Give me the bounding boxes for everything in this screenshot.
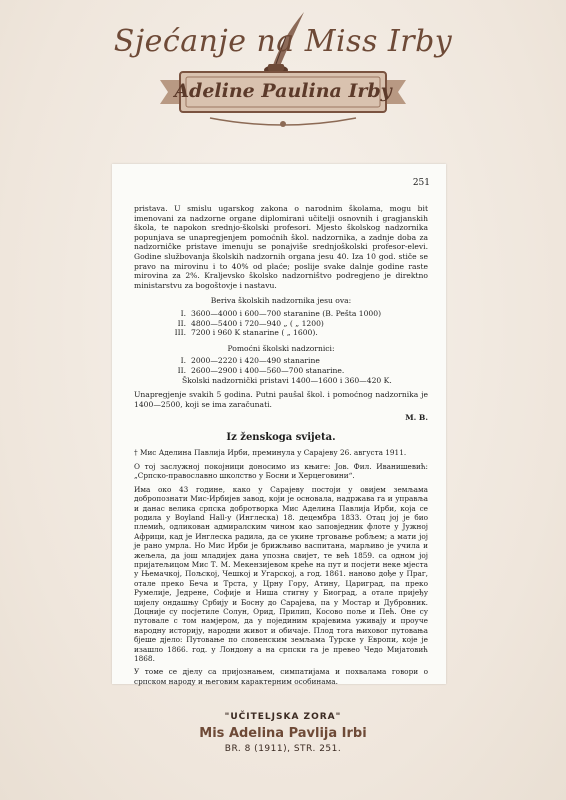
- salary-rank: III.: [174, 328, 186, 338]
- paragraph-inspectors: pristava. U smislu ugarskog zakona o narodnim školama, mogu bit imenovani za nadzorne organe diplomirani učitelji osnovnih i gragjanskih škola, te napokon srednjo-školski profesori. Mjesto školskog nadzornika popunjava se unapregjenjem pomoćnih škol. nadzornika, a zadnje doba za nadzorničke pristave imenuju se ponajviše srednjoškolski profesor-elevi. Godine službovanja školskih nadzornih organa jesu 40. Iza 10 god. stiče se pravo na mirovinu i to 40% od plaće; poslije svake dalnje godine raste mirovina za 2%. Kraljevsko školsko nadzorništvo podregjeno je direktno ministarstvu za bogoštovje i nastavu.: [134, 204, 428, 290]
- caption-title: Mis Adelina Pavlija Irbi: [199, 726, 367, 741]
- paragraph-biography: Има око 43 године, како у Сарајеву постоји у овијем земљама добропознати Мис-Ирбијев завод, који је основала, надржава га и управља и данас велика српска добротворка Мис Аделина Павлија Ирби, која се родила у Boyland Hall-у (Инглеска) 18. децембра 1833. Отац јој је био племић, одликован адмиралским чином као заповједник флоте у Јужној Африци, кад је Инглеска радила, да се укине трговање робљем; а мати јој је рано умрла. Но Мис Ирби је брижљиво васпитана, марљиво је учила и жељела, да још младијех дана упозна свијет, те већ 1859. са одном јој пријатељицом Мис Т. М. Мекензијевом креће на пут и посјети неке мјеста у Њемачкој, Пољској, Чешкој и Угарској, а год. 1861. наново дође у Праг, отале преко Беча и Трста, у Црну Гору, Атину, Цариград, па преко Румелије, Једрене, Софије и Ниша стигну у Биоград, а отале пријеђу цијелу ондашњу Србију и Босну до Сарајева, па у Мостар и Дубровник. Доцније су посјетиле Солун, Орид, Прилип, Косово поље и Пећ. Оне су путовале с том намјером, да у појединим крајевима уживају и проуче народну историју, народни живот и обичаје. Плод тога њиховог путовања бјеше дјело: Путовање по словенским земљама Турске у Европи, које је изашло 1866. год. у Лондону а на српски га је превео Чедо Мијатовић 1868.: [134, 484, 428, 663]
- footer-caption: [0, 712, 566, 754]
- section-title: Iz ženskoga svijeta.: [226, 431, 336, 443]
- salary-heading: Beriva školskih nadzornika jesu ova:: [210, 296, 352, 306]
- salary-rank: II.: [177, 365, 186, 375]
- scan-content: [134, 204, 428, 690]
- salary-row: [134, 309, 428, 319]
- assistant-salary-heading: Pomoćni školski nadzornici:: [227, 343, 335, 353]
- scanned-page: [112, 164, 446, 684]
- salary-text: 3600—4000 i 600—700 staranine (B. Pešta 1000): [191, 308, 382, 318]
- obituary-header: † Мис Аделина Павлија Ирби, преминула у Сарајеву 26. августа 1911.: [134, 448, 407, 458]
- salary-extra: Školski nadzornički pristavi 1400—1600 i 360—420 K.: [182, 375, 392, 385]
- salary-rank: I.: [180, 308, 186, 318]
- paragraph-promotion: Unapregjenje svakih 5 godina. Putni paušal škol. i pomoćnog nadzornika je 1400—2500, koji se ima zaračunati.: [134, 390, 428, 409]
- script-title: Sjećanje na Miss Irby: [113, 24, 453, 59]
- banner-name: Adeline Paulina Irby: [174, 80, 392, 102]
- salary-text: 7200 i 960 K stanarine ( „ 1600).: [191, 328, 318, 338]
- page-number: 251: [412, 178, 430, 188]
- salary-row: [134, 366, 428, 376]
- source-name: "UČITELJSKA ZORA": [224, 712, 342, 722]
- paragraph-closing: У томе се дјелу са пријознањем, симпатијама и похвалама говори о српском народу и његовим карактерним особинама.: [134, 667, 428, 686]
- salary-row: [134, 356, 428, 366]
- salary-row: [134, 328, 428, 338]
- salary-row: [134, 319, 428, 329]
- salary-text: 2000—2220 i 420—490 stanarine: [191, 356, 320, 366]
- header: [0, 0, 566, 140]
- issue-reference: BR. 8 (1911), STR. 251.: [224, 744, 342, 754]
- signature: M. B.: [405, 413, 428, 423]
- paragraph-source: О тој заслужној покојници доносимо из књиге: Јов. Фил. Иванишевић: „Српско-православно школство у Босни и Херцеговини“.: [134, 461, 428, 481]
- salary-rank: I.: [180, 356, 186, 366]
- salary-rank: II.: [177, 318, 186, 328]
- salary-text: 2600—2900 i 400—560—700 stanarine.: [191, 365, 345, 375]
- salary-text: 4800—5400 i 720—940 „ ( „ 1200): [191, 318, 324, 328]
